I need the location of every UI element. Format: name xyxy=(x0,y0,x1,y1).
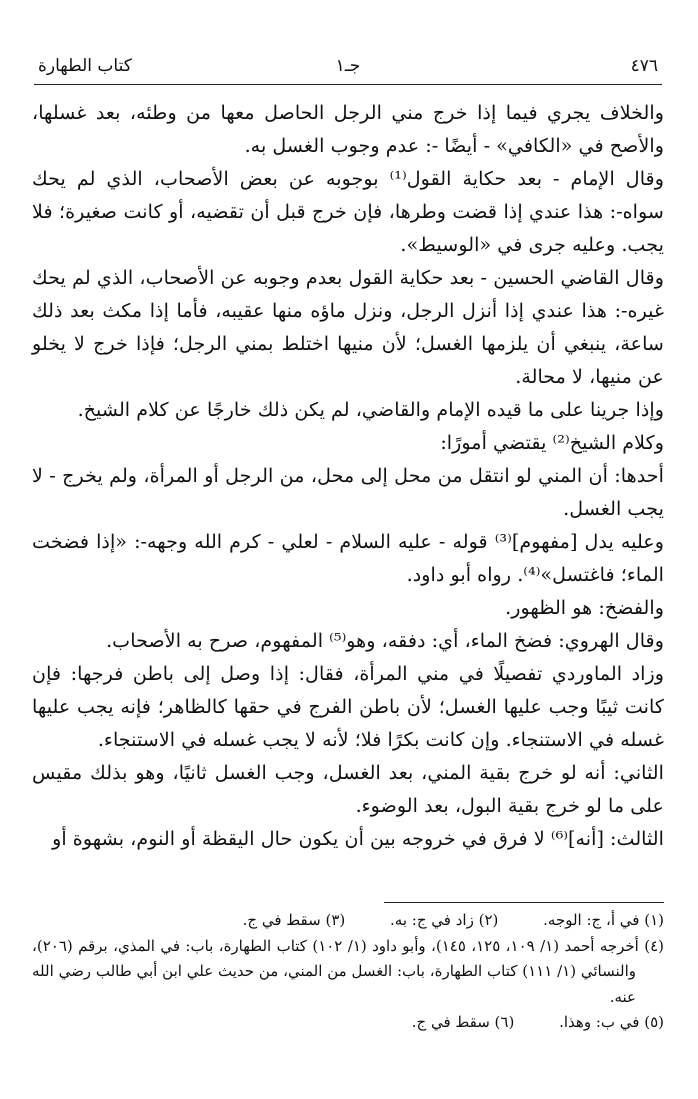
paragraph: والفضخ: هو الظهور. xyxy=(505,596,664,619)
paragraph: الثاني: أنه لو خرج بقية المني، بعد الغسل، وجب الغسل ثانيًا، وهو بذلك مقيس على ما لو خرج بقية البول، بعد الوضوء. xyxy=(32,761,664,817)
volume-label: جـ١ xyxy=(335,56,361,76)
footnote-row xyxy=(32,1010,664,1036)
footnote-divider xyxy=(384,902,664,903)
paragraph: وقال الهروي: فضخ الماء، أي: دفقه، وهو⁽⁵⁾ المفهوم، صرح به الأصحاب. xyxy=(106,629,664,652)
footnote-2: (٢) زاد في ج: به. xyxy=(390,911,499,929)
footnote-6: (٦) سقط في ج. xyxy=(411,1013,515,1031)
main-text xyxy=(32,96,664,855)
page-number: ٤٧٦ xyxy=(630,56,658,76)
book-title: كتاب الطهارة xyxy=(38,56,132,76)
paragraph: الثالث: [أنه]⁽⁶⁾ لا فرق في خروجه بين أن يكون حال اليقظة أو النوم، بشهوة أو xyxy=(52,827,664,850)
footnote-3: (٣) سقط في ج. xyxy=(242,911,346,929)
footnotes xyxy=(32,908,664,1036)
footnote-row xyxy=(32,908,664,934)
paragraph: أحدها: أن المني لو انتقل من محل إلى محل، من الرجل أو المرأة، ولم يخرج - لا يجب الغسل. xyxy=(32,464,664,520)
paragraph: وقال الإمام - بعد حكاية القول⁽¹⁾ بوجوبه عن بعض الأصحاب، الذي لم يحك سواه-: هذا عندي إذا قضت وطرها، فإن خرج قبل أن تقضيه، أو كانت صغيرة؛ فلا يجب. وعليه جرى في «الوسيط». xyxy=(32,167,664,256)
paragraph: وكلام الشيخ⁽²⁾ يقتضي أمورًا: xyxy=(440,431,664,454)
page-header xyxy=(34,52,662,85)
paragraph: وعليه يدل [مفهوم]⁽³⁾ قوله - عليه السلام - لعلي - كرم الله وجهه-: «إذا فضخت الماء؛ فاغتسل»⁽⁴⁾. رواه أبو داود. xyxy=(32,530,665,586)
paragraph: وإذا جرينا على ما قيده الإمام والقاضي، لم يكن ذلك خارجًا عن كلام الشيخ. xyxy=(77,398,664,421)
paragraph: وقال القاضي الحسين - بعد حكاية القول بعدم وجوبه عن الأصحاب، الذي لم يحك غيره-: هذا عندي إذا أنزل الرجل، ونزل ماؤه منها عقيبه، فأما إذا مكث بعد ذلك ساعة، ينبغي أن يلزمها الغسل؛ لأن منيها اختلط بمني الرجل؛ فإذا خرج لا يخلو عن منيها، لا محالة. xyxy=(32,266,664,388)
footnote-5: (٥) في ب: وهذا. xyxy=(559,1013,664,1031)
footnote-4: (٤) أخرجه أحمد (١/ ١٠٩، ١٢٥، ١٤٥)، وأبو داود (١/ ١٠٢) كتاب الطهارة، باب: في المذي، برقم (٢٠٦)، والنسائي (١/ ١١١) كتاب الطهارة، باب: الغسل من المني، من حديث علي ابن أبي طالب رضي الله عنه. xyxy=(32,936,665,1006)
footnote-1: (١) في أ، ج: الوجه. xyxy=(543,911,664,929)
paragraph: وزاد الماوردي تفصيلًا في مني المرأة، فقال: إذا وصل إلى باطن فرجها: فإن كانت ثيبًا وجب عليها الغسل؛ لأن باطن الفرج في حقها كالظاهر؛ فإنه يجب عليها غسله في الاستنجاء. وإن كانت بكرًا فلا؛ لأنه لا يجب غسله في الاستنجاء. xyxy=(32,662,664,751)
paragraph: والخلاف يجري فيما إذا خرج مني الرجل الحاصل معها من وطئه، بعد غسلها، والأصح في «الكافي» - أيضًا -: عدم وجوب الغسل به. xyxy=(32,101,664,157)
